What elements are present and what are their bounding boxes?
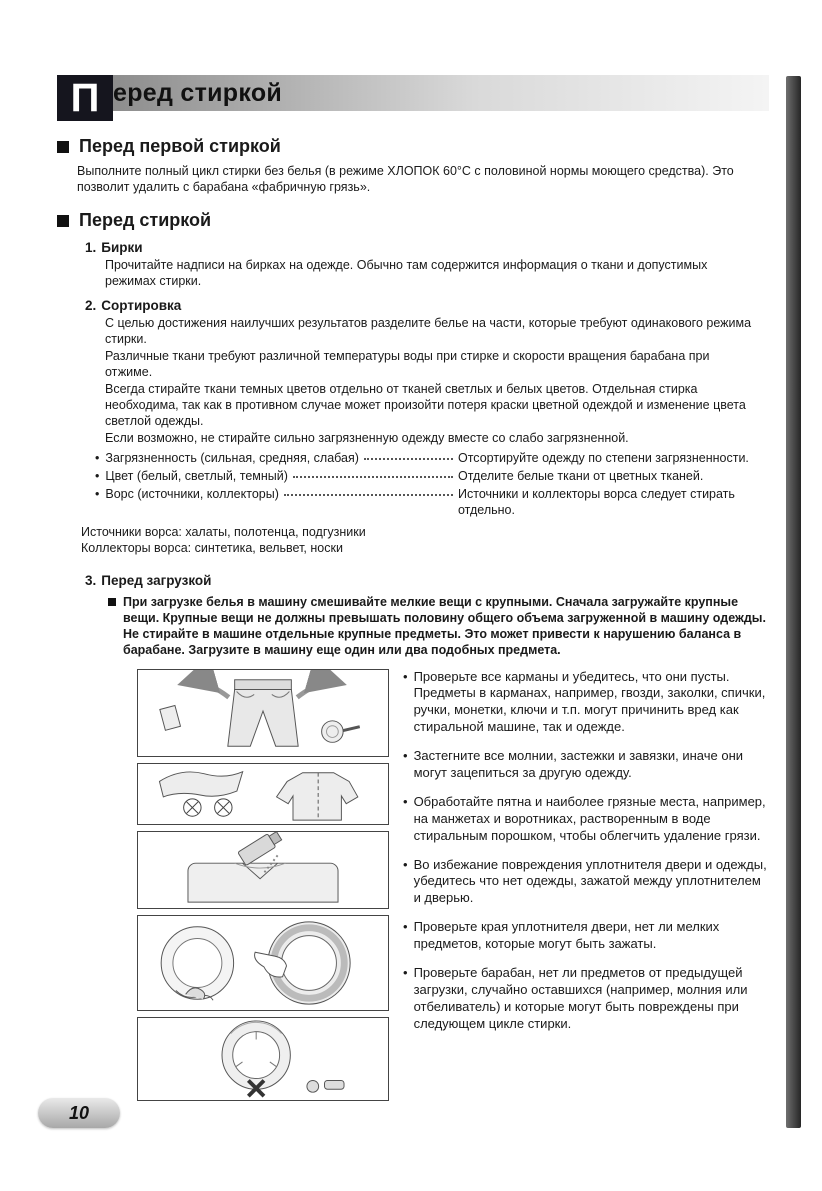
bullet-icon: •	[403, 748, 408, 764]
header-letter-box	[57, 75, 113, 121]
check-pockets-illustration	[137, 669, 389, 757]
illustration-column	[137, 669, 389, 1107]
sorting-rule-soiling	[95, 450, 760, 466]
page-number-badge	[38, 1098, 120, 1128]
bullet-icon: •	[403, 856, 408, 872]
square-bullet-icon	[57, 141, 69, 153]
page-title: еред стиркой	[113, 78, 283, 107]
tip-text: Обработайте пятна и наиболее грязные места, например, на манжетах и воротниках, растворенным в воде стиральным порошком, чтобы облегчить удаление грязи.	[413, 793, 766, 843]
item-2-body	[105, 315, 755, 446]
item-1-title: Бирки	[101, 240, 143, 255]
zipper-garments-icon	[138, 764, 388, 824]
section-before-wash-heading	[57, 210, 769, 231]
section-before-wash-title: Перед стиркой	[79, 210, 212, 230]
tip-check-drum	[403, 965, 769, 1033]
item-2-number: 2.	[85, 298, 97, 313]
item-2-title: Сортировка	[101, 298, 182, 313]
section-first-wash	[57, 136, 769, 195]
note-lint-sources: Источники ворса: халаты, полотенца, подгузники	[81, 525, 366, 539]
bullet-icon: •	[403, 964, 408, 980]
detergent-on-collar-icon	[138, 832, 388, 908]
header-drop-letter: П	[70, 75, 100, 120]
tip-door-seal	[403, 857, 769, 908]
tip-text: Проверьте барабан, нет ли предметов от предыдущей загрузки, случайно оставшихся (например, молния или отбеливатель) и которые могут быть повреждены при следующем цикле стирки.	[413, 964, 748, 1031]
dotted-leader	[293, 468, 453, 478]
bullet-icon: •	[403, 919, 408, 935]
lint-notes	[81, 524, 769, 557]
paragraph: Прочитайте надписи на бирках на одежде. Обычно там содержится информация о ткани и допустимых режимах стирки.	[105, 258, 708, 288]
check-drum-illustration	[137, 1017, 389, 1101]
section-before-wash	[57, 210, 769, 1107]
pants-pockets-icon	[138, 670, 388, 756]
tips-column	[389, 669, 769, 1107]
tip-text: Проверьте края уплотнителя двери, нет ли мелких предметов, которые могут быть зажаты.	[413, 919, 720, 952]
bullet-icon: •	[403, 793, 408, 809]
rule-left: Цвет (белый, светлый, темный)	[105, 469, 288, 483]
paragraph: Всегда стирайте ткани темных цветов отдельно от тканей светлых и белых цветов. Отдельная стирка необходима, так как в противном случае может произойти потеря краски цветной одеждой и изменение цвета светлой одежды.	[105, 382, 746, 428]
header-gradient-bar	[113, 75, 769, 111]
note-lint-collectors: Коллекторы ворса: синтетика, вельвет, носки	[81, 541, 343, 556]
loading-intro-text: При загрузке белья в машину смешивайте мелкие вещи с крупными. Сначала загружайте крупные вещи. Крупные вещи не должны превышать половину общего объема загруженной в машину одежды. Не стирайте в машине отдельные крупные предметы. Это может привести к нарушению баланса в барабане. Загрузите в машину еще один или два подобных предмета.	[123, 594, 766, 658]
tip-text: Застегните все молнии, застежки и завязки, иначе они могут зацепиться за другую одежду.	[413, 748, 744, 780]
tip-pretreat-stains	[403, 794, 769, 845]
dotted-leader	[284, 486, 453, 496]
tip-fasten-zippers	[403, 748, 769, 782]
tip-seal-edges	[403, 919, 769, 953]
door-seal-hand-icon	[138, 916, 388, 1010]
item-1-body	[105, 257, 755, 289]
sorting-rule-lint	[95, 486, 760, 518]
rule-right: Отделите белые ткани от цветных тканей.	[458, 469, 704, 483]
section-first-wash-title: Перед первой стиркой	[79, 136, 281, 156]
page-content	[57, 75, 769, 1107]
door-seal-illustration	[137, 915, 389, 1011]
item-1-heading	[85, 240, 769, 255]
tip-text: Проверьте все карманы и убедитесь, что они пусты. Предметы в карманах, например, гвозди, заколки, спички, ручки, монетки, ключи и т.п. могут причинить вред как стиральной машине, так и одежде.	[413, 668, 766, 735]
drum-check-icon	[138, 1018, 388, 1100]
rule-right: Источники и коллекторы ворса следует стирать отдельно.	[458, 487, 735, 517]
rule-left: Загрязненность (сильная, средняя, слабая)	[105, 451, 359, 465]
section-first-wash-body: Выполните полный цикл стирки без белья (в режиме ХЛОПОК 60°С с половиной нормы моющего средства). Это позволит удалить с барабана «фабричную грязь».	[77, 164, 734, 194]
tip-text: Во избежание повреждения уплотнителя двери и одежды, убедитесь что нет одежды, зажатой между уплотнителем и дверью.	[413, 856, 767, 906]
paragraph: Различные ткани требуют различной температуры воды при стирке и скорости вращения барабана при отжиме.	[105, 349, 710, 379]
fasten-zippers-illustration	[137, 763, 389, 825]
rule-right: Отсортируйте одежду по степени загрязненности.	[458, 451, 749, 465]
bullet-icon: •	[95, 469, 100, 483]
page-number: 10	[68, 1102, 90, 1123]
bullet-icon: •	[403, 668, 408, 684]
paragraph: Если возможно, не стирайте сильно загрязненную одежду вместе со слабо загрязненной.	[105, 431, 629, 445]
pretreat-stains-illustration	[137, 831, 389, 909]
tip-check-pockets	[403, 669, 769, 737]
bullet-icon: •	[95, 487, 100, 501]
item-3-number: 3.	[85, 572, 97, 588]
square-bullet-icon	[57, 215, 69, 227]
page-binding-edge	[786, 76, 801, 1128]
numbered-list	[81, 240, 769, 1107]
item-3-title: Перед загрузкой	[101, 572, 212, 588]
bullet-icon: •	[95, 451, 100, 465]
square-bullet-icon	[108, 598, 116, 606]
loading-tips-area	[137, 669, 769, 1107]
dotted-leader	[364, 450, 453, 460]
item-3-heading	[85, 573, 769, 588]
item-1-number: 1.	[85, 240, 97, 255]
paragraph: С целью достижения наилучших результатов разделите белье на части, которые требуют одинакового режима стирки.	[105, 316, 752, 346]
section-first-wash-heading	[57, 136, 769, 157]
loading-intro	[108, 594, 766, 659]
page-header	[57, 75, 769, 121]
item-2-heading	[85, 298, 769, 313]
sorting-rule-color	[95, 468, 760, 484]
rule-left: Ворс (источники, коллекторы)	[105, 487, 279, 501]
